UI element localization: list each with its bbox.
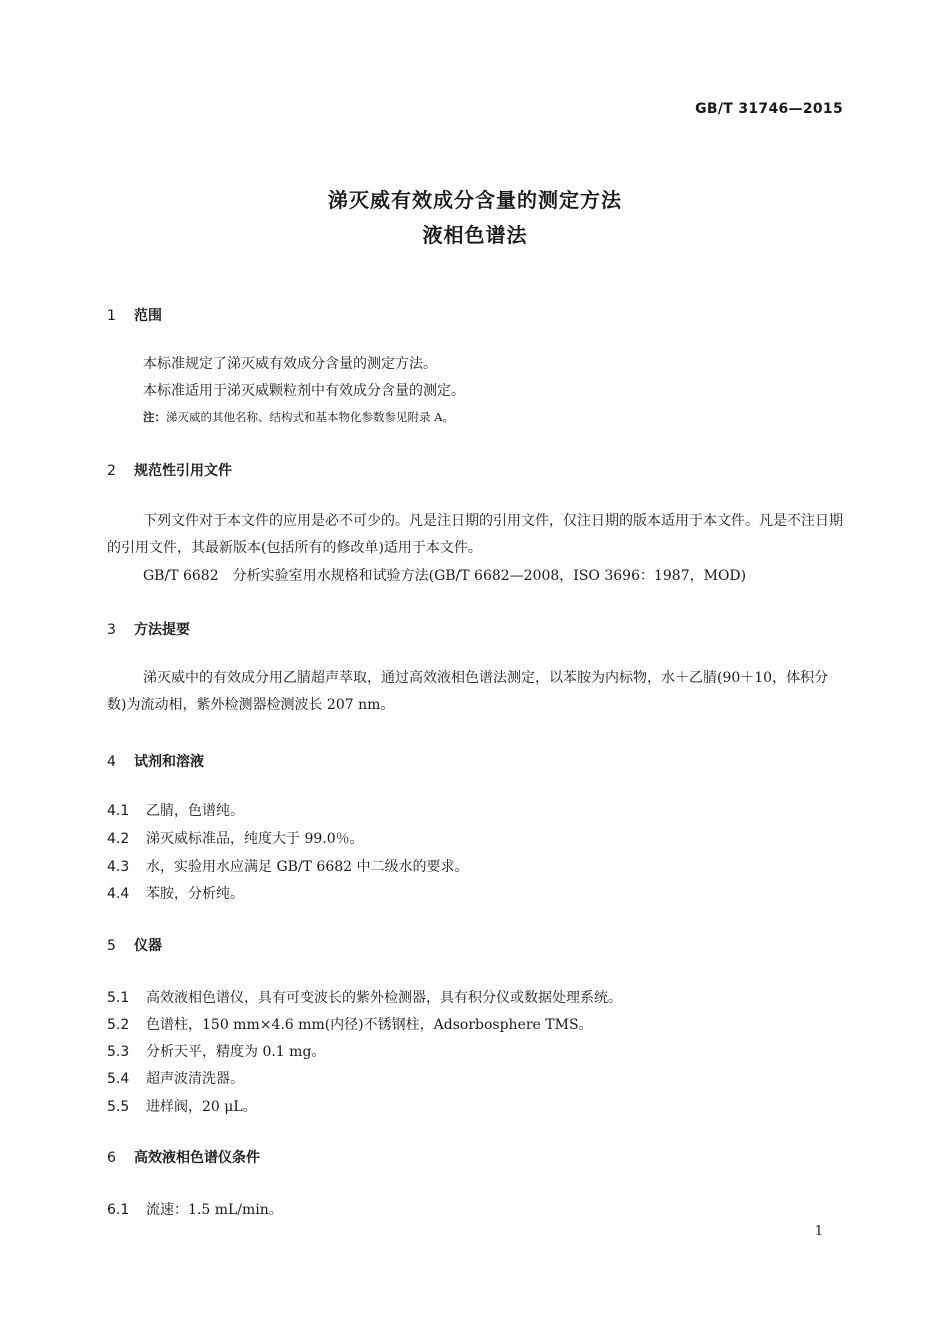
list-item [107, 1014, 593, 1034]
item-text: 分析天平，精度为 0.1 mg。 [146, 1044, 326, 1060]
scope-paragraph-1: 本标准规定了涕灭威有效成分含量的测定方法。 [143, 356, 437, 372]
item-text: 高效液相色谱仪，具有可变波长的紫外检测器，具有积分仪或数据处理系统。 [146, 990, 622, 1006]
section-title: 试剂和溶液 [134, 754, 204, 770]
item-number: 5.1 [107, 990, 130, 1006]
item-text: 流速：1.5 mL/min。 [146, 1202, 283, 1218]
note-label: 注： [143, 410, 166, 424]
section-title: 高效液相色谱仪条件 [134, 1150, 260, 1166]
item-text: 色谱柱，150 mm×4.6 mm(内径)不锈钢柱，Adsorbosphere TMS。 [146, 1017, 593, 1033]
section-number: 5 [107, 938, 116, 954]
list-item [107, 800, 244, 820]
section-number: 4 [107, 754, 116, 770]
section-number: 2 [107, 463, 116, 479]
item-text: 超声波清洗器。 [146, 1071, 244, 1087]
section-heading-2 [107, 460, 232, 480]
item-text: 苯胺，分析纯。 [146, 886, 244, 902]
page-number: 1 [814, 1224, 823, 1239]
item-number: 5.5 [107, 1099, 130, 1115]
item-number: 4.4 [107, 886, 130, 902]
section-number: 6 [107, 1150, 116, 1166]
normative-references-paragraph: 下列文件对于本文件的应用是必不可少的。凡是注日期的引用文件，仅注日期的版本适用于本文件。凡是不注日期的引用文件，其最新版本(包括所有的修改单)适用于本文件。 [107, 513, 843, 556]
list-item [107, 987, 622, 1007]
section-number: 1 [107, 308, 116, 324]
item-text: 涕灭威标准品，纯度大于 99.0％。 [146, 831, 364, 847]
item-number: 4.1 [107, 803, 130, 819]
section-heading-6 [107, 1147, 260, 1167]
section-heading-1 [107, 305, 162, 325]
item-number: 4.2 [107, 831, 130, 847]
section-number: 3 [107, 622, 116, 638]
item-number: 4.3 [107, 859, 130, 875]
document-title: 涕灭威有效成分含量的测定方法 [328, 188, 622, 212]
section-title: 规范性引用文件 [134, 463, 232, 479]
section-heading-4 [107, 751, 204, 771]
section-title: 方法提要 [134, 622, 190, 638]
section-title: 范围 [134, 308, 162, 324]
list-item [107, 1041, 325, 1061]
item-text: 乙腈，色谱纯。 [146, 803, 244, 819]
list-item [107, 856, 469, 876]
list-item [107, 828, 364, 848]
normative-reference-item: GB/T 6682 分析实验室用水规格和试验方法(GB/T 6682—2008，ISO 3696：1987，MOD) [143, 568, 747, 584]
scope-note [143, 409, 454, 425]
section-title: 仪器 [134, 938, 162, 954]
item-number: 6.1 [107, 1202, 130, 1218]
item-text: 水，实验用水应满足 GB/T 6682 中二级水的要求。 [146, 859, 469, 875]
note-text: 涕灭威的其他名称、结构式和基本物化参数参见附录 A。 [166, 410, 454, 424]
item-text: 进样阀，20 μL。 [146, 1099, 257, 1115]
standard-code: GB/T 31746—2015 [695, 101, 843, 117]
list-item [107, 883, 244, 903]
item-number: 5.2 [107, 1017, 130, 1033]
section-heading-5 [107, 935, 162, 955]
item-number: 5.4 [107, 1071, 130, 1087]
document-subtitle: 液相色谱法 [422, 223, 528, 247]
list-item [107, 1199, 283, 1219]
list-item [107, 1096, 257, 1116]
scope-paragraph-2: 本标准适用于涕灭威颗粒剂中有效成分含量的测定。 [143, 383, 465, 399]
method-summary-paragraph: 涕灭威中的有效成分用乙腈超声萃取，通过高效液相色谱法测定，以苯胺为内标物，水＋乙腈(90＋10，体积分数)为流动相，紫外检测器检测波长 207 nm。 [107, 670, 829, 713]
section-heading-3 [107, 619, 190, 639]
item-number: 5.3 [107, 1044, 130, 1060]
list-item [107, 1068, 244, 1088]
